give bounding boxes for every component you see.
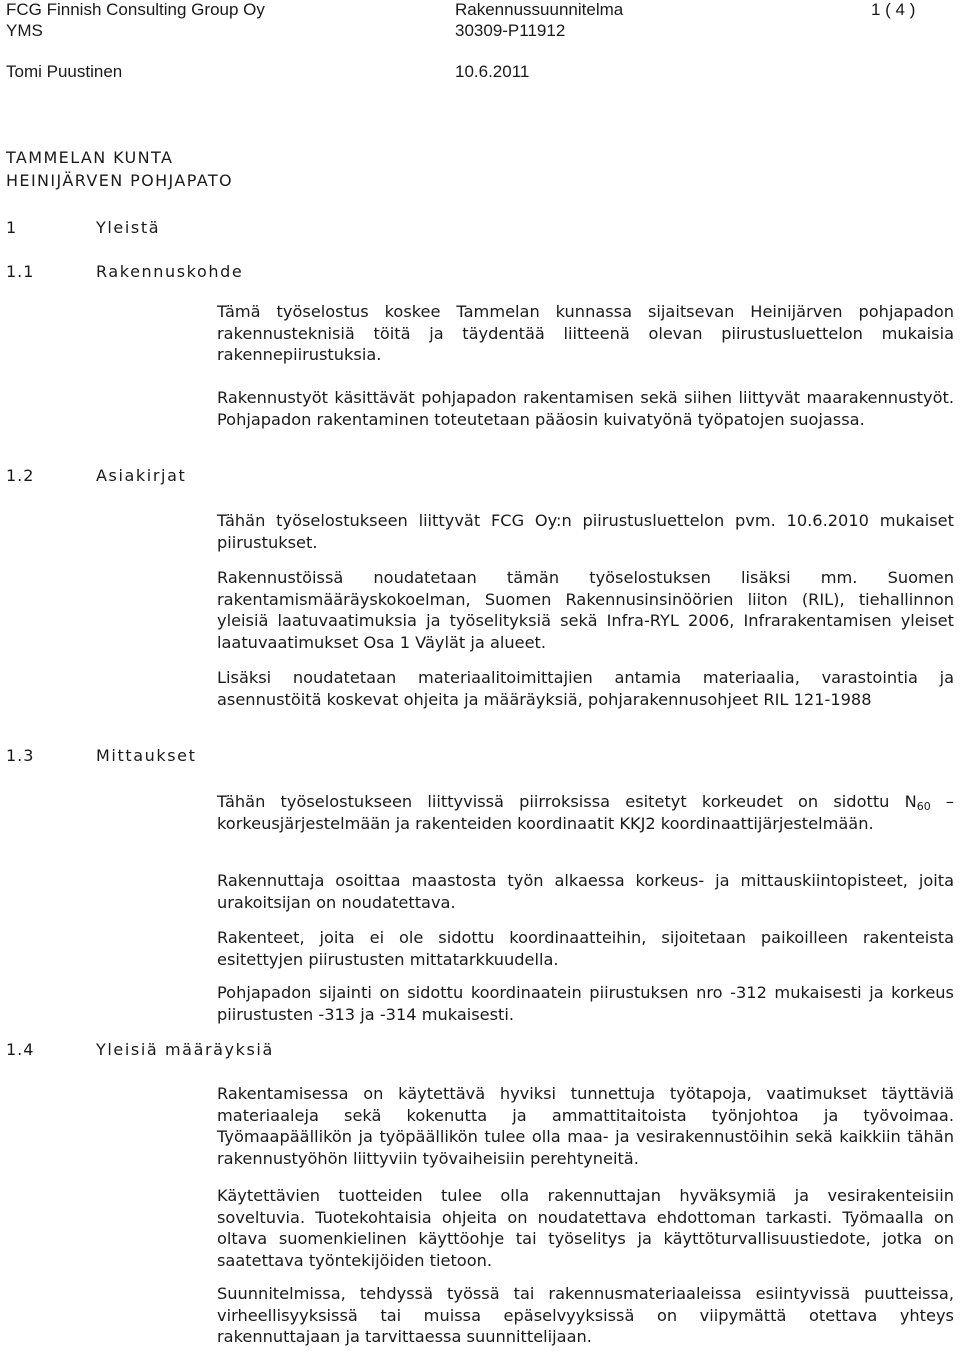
section-number: 1.2 — [6, 466, 35, 485]
document-title-line-2: HEINIJÄRVEN POHJAPATO — [6, 171, 234, 190]
height-system-text: Tähän työselostukseen liittyvissä piirroksissa esitetyt korkeudet on sidottu N — [217, 792, 917, 811]
section-heading-1 — [6, 218, 160, 238]
section-number: 1.4 — [6, 1040, 35, 1059]
section-heading-1-3 — [6, 746, 196, 766]
document-title-line-1: TAMMELAN KUNTA — [6, 148, 174, 167]
paragraph-maaraykset-2: Käytettävien tuotteiden tulee olla rakennuttajan hyväksymiä ja vesirakenteisiin soveltuvia. Tuotekohtaisia ohjeita on noudatettava ehdottoman tarkasti. Työmaalla on oltava suomenkielinen käyttöohje tai työselitys ja käyttöturvallisuustiedote, jotka on saatettava työntekijöiden tietoon. — [217, 1186, 954, 1270]
section-heading-1-4 — [6, 1040, 274, 1060]
paragraph-rakennuskohde-2: Rakennustyöt käsittävät pohjapadon rakentamisen sekä siihen liittyvät maarakennustyöt. Pohjapadon rakentaminen toteutetaan pääosin kuivatyönä työpatojen suojassa. — [217, 388, 954, 429]
header-department: YMS — [6, 21, 43, 40]
header-page-number: 1 ( 4 ) — [871, 0, 916, 19]
paragraph-maaraykset-1: Rakentamisessa on käytettävä hyviksi tunnettuja työtapoja, vaatimukset täyttäviä materiaaleja sekä kokenutta ja ammattitaitoista työnjohtoa ja työvoimaa. Työmaapäällikön ja työpäällikön tulee olla maa- ja vesirakennustöihin sekä kaikkiin tähän rakennustyöhön liittyviin työvaiheisiin perehtyneitä. — [217, 1084, 954, 1168]
paragraph-mittaukset-2: Rakennuttaja osoittaa maastosta työn alkaessa korkeus- ja mittauskiintopisteet, joita urakoitsijan on noudatettava. — [217, 871, 954, 912]
header-date: 10.6.2011 — [455, 62, 530, 81]
paragraph-asiakirjat-3: Lisäksi noudatetaan materiaalitoimittajien antamia materiaalia, varastointia ja asennustöitä koskevat ohjeita ja määräyksiä, pohjarakennusohjeet RIL 121-1988 — [217, 668, 954, 709]
section-heading-1-1 — [6, 262, 243, 282]
header-project-number: 30309-P11912 — [455, 21, 566, 40]
paragraph-rakennuskohde-1: Tämä työselostus koskee Tammelan kunnassa sijaitsevan Heinijärven pohjapadon rakennusteknisiä töitä ja täydentää liitteenä olevan piirustusluettelon mukaisia rakennepiirustuksia. — [217, 302, 954, 364]
section-heading-1-2 — [6, 466, 186, 486]
paragraph-mittaukset-4: Pohjapadon sijainti on sidottu koordinaatein piirustuksen nro -312 mukaisesti ja korkeus piirustusten -313 ja -314 mukaisesti. — [217, 983, 954, 1024]
section-number: 1 — [6, 218, 18, 237]
paragraph-mittaukset-3: Rakenteet, joita ei ole sidottu koordinaatteihin, sijoitetaan paikoilleen rakenteista esitettyjen piirustusten mittatarkkuudella. — [217, 928, 954, 969]
height-system-subscript: 60 — [916, 800, 931, 813]
header-doc-type: Rakennussuunnitelma — [455, 0, 624, 19]
section-title: Yleisiä määräyksiä — [96, 1040, 274, 1059]
header-company: FCG Finnish Consulting Group Oy — [6, 0, 265, 19]
section-number: 1.1 — [6, 262, 35, 281]
header-author: Tomi Puustinen — [6, 62, 123, 81]
paragraph-asiakirjat-2: Rakennustöissä noudatetaan tämän työselostuksen lisäksi mm. Suomen rakentamismääräyskokoelman, Suomen Rakennusinsinöörien liiton (RIL), tiehallinnon yleisiä laatuvaatimuksia ja työselityksiä sekä Infra-RYL 2006, Infrarakentamisen yleiset laatuvaatimukset Osa 1 Väylät ja alueet. — [217, 568, 954, 652]
coordinate-system-text: –korkeusjärjestelmään ja rakenteiden koordinaatit KKJ2 koordinaattijärjestelmään. — [217, 792, 954, 833]
section-title: Rakennuskohde — [96, 262, 244, 281]
section-number: 1.3 — [6, 746, 35, 765]
section-title: Asiakirjat — [96, 466, 187, 485]
section-title: Mittaukset — [96, 746, 197, 765]
section-title: Yleistä — [96, 218, 161, 237]
paragraph-maaraykset-3: Suunnitelmissa, tehdyssä työssä tai rakennusmateriaaleissa esiintyvissä puutteissa, virheellisyyksissä tai muissa epäselvyyksissä on viipymättä otettava yhteys rakennuttajaan ja tarvittaessa suunnittelijaan. — [217, 1284, 954, 1346]
paragraph-mittaukset-1 — [217, 791, 954, 834]
paragraph-asiakirjat-1: Tähän työselostukseen liittyvät FCG Oy:n piirustusluettelon pvm. 10.6.2010 mukaiset piirustukset. — [217, 511, 954, 552]
